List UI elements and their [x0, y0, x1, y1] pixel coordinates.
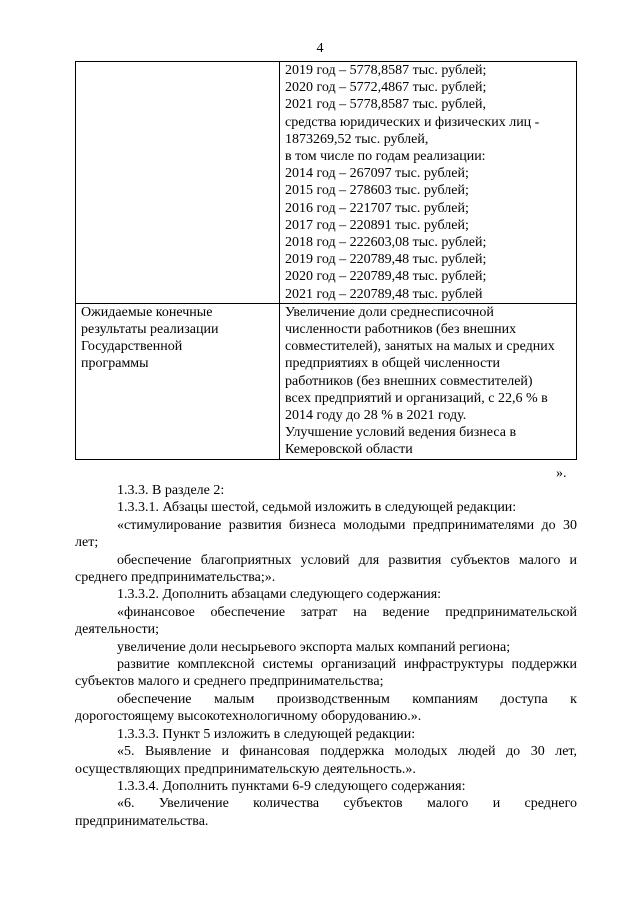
- table-cell-results: [280, 303, 577, 459]
- table-row-results: [76, 303, 577, 459]
- funding-line: 2014 год – 267097 тыс. рублей;: [285, 166, 469, 182]
- funding-line: 2018 год – 222603,08 тыс. рублей;: [285, 235, 487, 251]
- results-label-line: Ожидаемые конечные: [81, 304, 213, 320]
- body-text: [75, 482, 577, 830]
- funding-line: 2019 год – 220789,48 тыс. рублей;: [285, 252, 487, 268]
- funding-line: 2016 год – 221707 тыс. рублей;: [285, 200, 469, 216]
- table-cell-left-empty: [76, 62, 280, 304]
- funding-line: 2017 год – 220891 тыс. рублей;: [285, 217, 469, 233]
- paragraph: обеспечение благоприятных условий для развития субъектов малого и среднего предпринимательства;».: [75, 552, 577, 586]
- results-label-line: результаты реализации: [81, 322, 219, 338]
- results-line: всех предприятий и организаций, с 22,6 % в: [285, 390, 548, 406]
- results-line: совместителей), занятых на малых и средних: [285, 339, 555, 355]
- results-line: Улучшение условий ведения бизнеса в: [285, 425, 517, 441]
- results-line: Увеличение доли среднесписочной: [285, 304, 494, 320]
- paragraph: «стимулирование развития бизнеса молодыми предпринимателями до 30 лет;: [75, 517, 577, 551]
- program-table: [75, 61, 577, 460]
- funding-line: 2020 год – 220789,48 тыс. рублей;: [285, 269, 487, 285]
- paragraph: 1.3.3.4. Дополнить пунктами 6-9 следующего содержания:: [117, 778, 466, 794]
- paragraph: 1.3.3.1. Абзацы шестой, седьмой изложить в следующей редакции:: [117, 500, 517, 516]
- results-line: работников (без внешних совместителей): [285, 373, 533, 389]
- table-row-funding: [76, 62, 577, 304]
- funding-line: 2015 год – 278603 тыс. рублей;: [285, 183, 469, 199]
- funding-line: в том числе по годам реализации:: [285, 149, 486, 165]
- paragraph: увеличение доли несырьевого экспорта малых компаний региона;: [117, 639, 511, 655]
- funding-line: 2021 год – 220789,48 тыс. рублей: [285, 286, 483, 302]
- results-line: Кемеровской области: [285, 442, 413, 458]
- results-label-line: Государственной: [81, 339, 183, 355]
- page-number: 4: [316, 41, 324, 56]
- paragraph: «5. Выявление и финансовая поддержка молодых людей до 30 лет, осуществляющих предпринимательскую деятельность.».: [75, 744, 577, 777]
- funding-line: 1873269,52 тыс. рублей,: [285, 131, 429, 147]
- table-cell-funding: [280, 62, 577, 304]
- paragraph: 1.3.3. В разделе 2:: [117, 483, 225, 498]
- paragraph: развитие комплексной системы организаций инфраструктуры поддержки субъектов малого и среднего предпринимательства;: [75, 657, 577, 690]
- funding-line: средства юридических и физических лиц -: [285, 114, 540, 130]
- results-line: 2014 году до 28 % в 2021 году.: [285, 408, 467, 424]
- results-line: численности работников (без внешних: [285, 322, 517, 338]
- paragraph: «6. Увеличение количества субъектов малого и среднего предпринимательства.: [75, 796, 577, 829]
- table-cell-results-label: [76, 303, 280, 459]
- funding-line: 2020 год – 5772,4867 тыс. рублей;: [285, 80, 487, 96]
- paragraph: обеспечение малым производственным компаниям доступа к дорогостоящему высокотехнологичному оборудованию.».: [75, 691, 577, 725]
- results-line: предприятиях в общей численности: [285, 356, 500, 372]
- closing-quote: ».: [556, 466, 567, 481]
- paragraph: 1.3.3.2. Дополнить абзацами следующего содержания:: [117, 587, 442, 603]
- funding-line: 2021 год – 5778,8587 тыс. рублей,: [285, 97, 486, 113]
- funding-line: 2019 год – 5778,8587 тыс. рублей;: [285, 63, 487, 78]
- paragraph: 1.3.3.3. Пункт 5 изложить в следующей редакции:: [117, 726, 416, 742]
- results-label-line: программы: [81, 356, 149, 372]
- paragraph: «финансовое обеспечение затрат на ведение предпринимательской деятельности;: [75, 604, 577, 638]
